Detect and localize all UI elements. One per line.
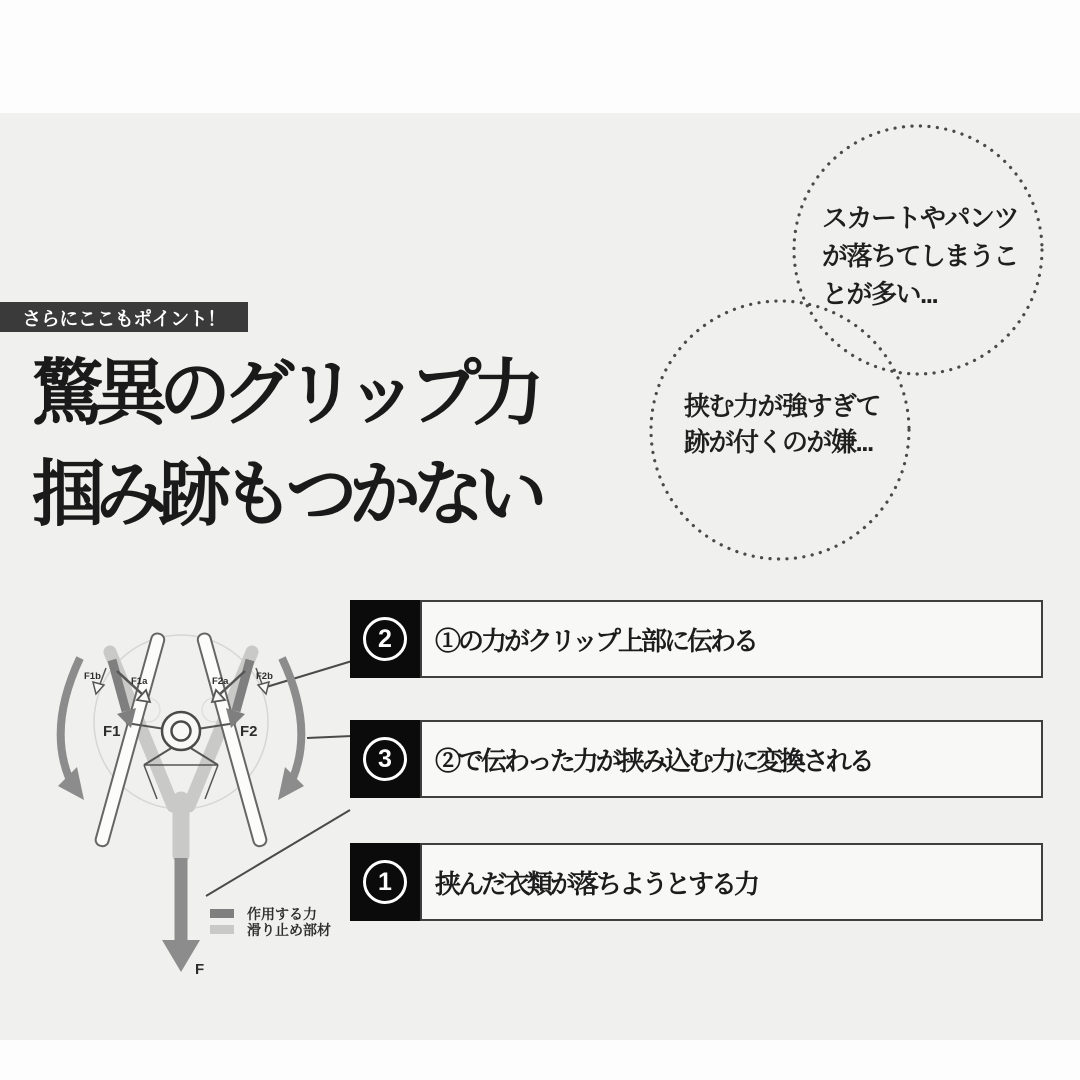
step-3-badge (350, 720, 420, 798)
step-2-text: ①の力がクリップ上部に伝わる (435, 625, 756, 656)
f2b-arrow-head (258, 682, 269, 694)
step-1-badge (350, 843, 420, 921)
legend-swatch-acting-force (210, 909, 234, 918)
label-f1b: F1b (84, 671, 101, 682)
connector-step3 (307, 736, 352, 738)
rotation-arrow-right-arc (282, 658, 301, 778)
point-ribbon-label: さらにここもポイント！ (22, 308, 226, 330)
label-f1a: F1a (131, 676, 148, 687)
page-title-line2: 掴み跡もつかない (32, 455, 539, 535)
label-f1: F1 (103, 723, 121, 740)
step-row-1 (350, 843, 1043, 921)
rotation-arrow-left-arc (61, 658, 80, 778)
f1b-arrow-shaft (100, 668, 106, 684)
bubble-top-line3: とが多い... (822, 279, 938, 309)
page-title (32, 344, 539, 546)
pain-point-bubble-bottom (684, 388, 880, 460)
page-title-line1: 驚異のグリップ力 (32, 354, 537, 434)
diagram-legend (210, 906, 331, 938)
label-f2b: F2b (256, 671, 273, 682)
clip-force-diagram (58, 632, 331, 978)
rotation-arrow-left-head (58, 767, 84, 800)
step-1-number: 1 (363, 860, 407, 904)
label-f2: F2 (240, 723, 258, 740)
bubble-bottom-line2: 跡が付くのが嫌... (684, 427, 873, 457)
pivot-outer (162, 712, 200, 750)
step-2-box (420, 600, 1043, 678)
step-1-box (420, 843, 1043, 921)
f1b-arrow-head (93, 682, 104, 694)
step-3-text: ②で伝わった力が挟み込む力に変換される (435, 745, 872, 776)
label-f: F (195, 961, 205, 978)
legend-label-acting-force: 作用する力 (247, 906, 317, 922)
legend-label-antislip: 滑り止め部材 (247, 922, 331, 938)
bubble-top-line1: スカートやパンツ (822, 203, 1019, 233)
step-row-3 (350, 720, 1043, 798)
label-f2a: F2a (212, 676, 229, 687)
rotation-arrow-right-head (278, 767, 304, 800)
connector-step2 (263, 661, 352, 688)
step-2-number: 2 (363, 617, 407, 661)
pain-point-bubble-top (822, 199, 1018, 313)
step-3-box (420, 720, 1043, 798)
bubble-top-line2: が落ちてしまうこ (822, 241, 1018, 271)
step-3-number: 3 (363, 737, 407, 781)
step-row-2 (350, 600, 1043, 678)
connector-step1 (206, 810, 350, 896)
bubble-bottom-line1: 挟む力が強すぎて (684, 391, 881, 421)
legend-swatch-antislip (210, 925, 234, 934)
point-ribbon (0, 302, 248, 332)
step-1-text: 挟んだ衣類が落ちようとする力 (435, 868, 758, 899)
step-2-badge (350, 600, 420, 678)
